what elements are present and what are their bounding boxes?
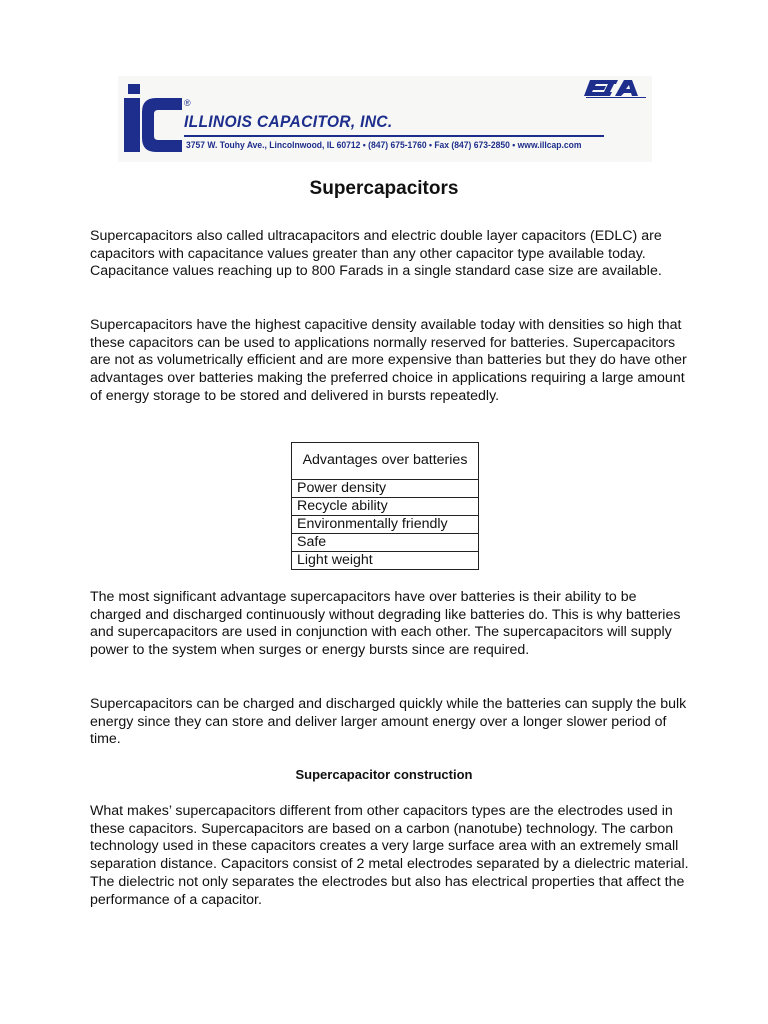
letterhead-rule — [184, 135, 604, 137]
table-row: Recycle ability — [292, 498, 479, 516]
table-row: Power density — [292, 480, 479, 498]
registered-mark: ® — [184, 98, 191, 108]
paragraph-intro: Supercapacitors also called ultracapacitors and electric double layer capacitors (EDLC) are capacitors with capacitance values greater than any other capacitor type available today. Capacitance values reaching up to 800 Farads in a single standard case size are available. — [90, 228, 662, 280]
illinois-capacitor-logo-icon — [120, 82, 184, 154]
eia-logo-icon — [584, 76, 652, 100]
advantages-table — [291, 442, 479, 570]
paragraph-significant-advantage: The most significant advantage supercapacitors have over batteries is their ability to be charged and discharged continuously without degrading like batteries do. This is why batteries and supercapacitors are used in conjunction with each other. The supercapacitors will supply power to the system when surges or energy bursts since are required. — [90, 589, 681, 659]
section-heading-construction: Supercapacitor construction — [295, 767, 473, 782]
advantages-table-header: Advantages over batteries — [292, 443, 479, 480]
paragraph-construction: What makes’ supercapacitors different from other capacitors types are the electrodes used in these capacitors. Supercapacitors are based on a carbon (nanotube) technology. The carbon technology used in these capacitors creates a very large surface area with an extremely small separation distance. Capacitors consist of 2 metal electrodes separated by a dielectric material. The dielectric not only separates the electrodes but also has electrical properties that affect the performance of a capacitor. — [90, 803, 689, 908]
company-name: ILLINOIS CAPACITOR, INC. — [184, 112, 393, 131]
company-address: 3757 W. Touhy Ave., Lincolnwood, IL 60712 • (847) 675-1760 • Fax (847) 673-2850 • www.illcap.com — [186, 140, 582, 151]
paragraph-density: Supercapacitors have the highest capacitive density available today with densities so high that these capacitors can be used to applications normally reserved for batteries. Supercapacitors are not as volumetrically efficient and are more expensive than batteries but they do have other advantages over batteries making the preferred choice in applications requiring a large amount of energy storage to be stored and delivered in bursts repeatedly. — [90, 317, 687, 404]
page-title: Supercapacitors — [309, 178, 459, 199]
table-row: Safe — [292, 534, 479, 552]
paragraph-charge-discharge: Supercapacitors can be charged and discharged quickly while the batteries can supply the bulk energy since they can store and deliver larger amount energy over a longer slower period of time. — [90, 696, 687, 748]
letterhead — [118, 76, 652, 162]
table-row: Environmentally friendly — [292, 516, 479, 534]
table-row: Light weight — [292, 552, 479, 570]
